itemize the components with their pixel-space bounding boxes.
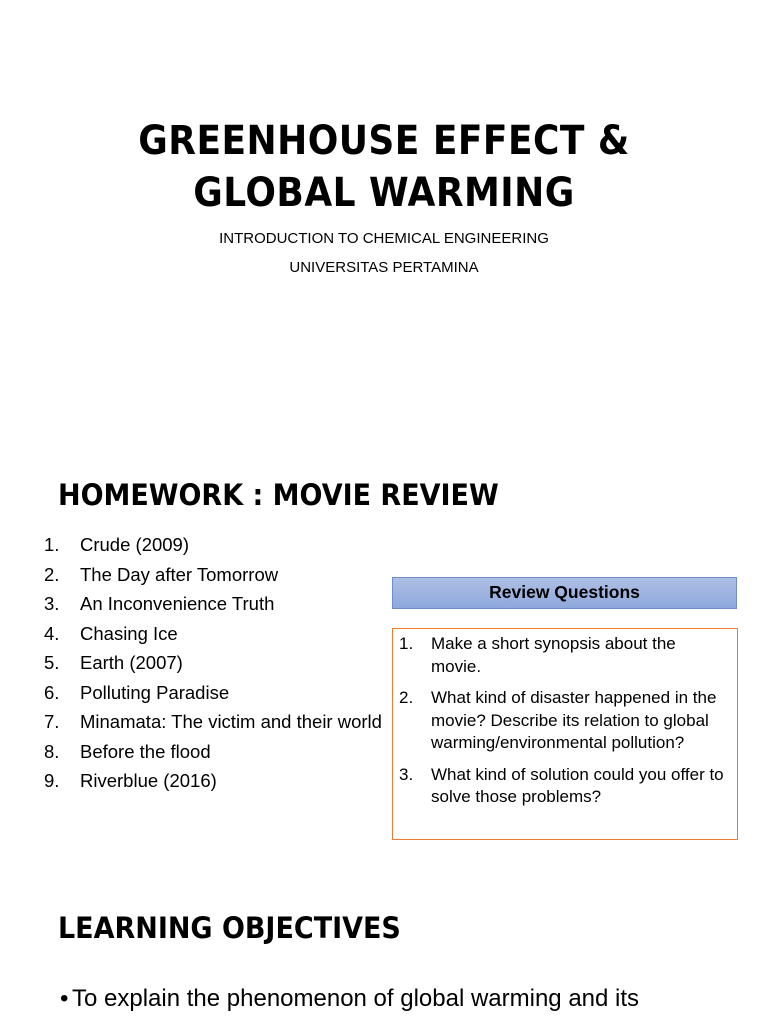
list-number: 9.: [44, 770, 60, 791]
list-number: 4.: [44, 622, 60, 644]
list-number: 5.: [44, 652, 60, 673]
movie-list: [44, 534, 384, 800]
list-item: [44, 741, 384, 763]
list-item: [44, 770, 384, 792]
university-subtitle: UNIVERSITAS PERTAMINA: [289, 259, 479, 276]
list-number: 7.: [44, 711, 60, 732]
question-number: 3.: [399, 764, 414, 784]
movie-title: Chasing Ice: [80, 622, 178, 644]
objective-text: To explain the phenomenon of global warming and its: [72, 985, 640, 1012]
title-line-2: GLOBAL WARMING: [193, 170, 575, 216]
list-number: 1.: [44, 534, 60, 555]
bullet-icon: •: [60, 985, 69, 1012]
list-item: [44, 711, 384, 733]
list-number: 6.: [44, 681, 60, 703]
title-line-1: GREENHOUSE EFFECT &: [138, 118, 630, 164]
list-number: 8.: [44, 740, 60, 762]
homework-heading: HOMEWORK : MOVIE REVIEW: [58, 478, 499, 512]
homework-slide: [0, 450, 768, 880]
list-item: [44, 593, 384, 615]
course-subtitle: INTRODUCTION TO CHEMICAL ENGINEERING: [219, 230, 549, 247]
review-questions-header: Review Questions: [392, 577, 737, 609]
list-number: 2.: [44, 563, 60, 585]
question-item: [399, 633, 729, 678]
movie-title: Crude (2009): [80, 534, 190, 555]
list-item: [44, 623, 384, 645]
title-slide: [0, 0, 768, 450]
learning-objectives-slide: [0, 880, 768, 1024]
question-number: 2.: [399, 688, 414, 707]
movie-title: Minamata: The victim and their world: [80, 711, 382, 732]
question-item: [399, 764, 729, 809]
movie-title: An Inconvenience Truth: [80, 593, 275, 614]
question-text: What kind of disaster happened in the movie? Describe its relation to global warming/environmental pollution?: [431, 688, 717, 752]
list-item: [44, 682, 384, 704]
objective-bullet: [60, 984, 768, 1014]
question-number: 1.: [399, 634, 414, 653]
movie-title: Riverblue (2016): [80, 770, 217, 791]
movie-title: Before the flood: [80, 740, 211, 762]
movie-title: Polluting Paradise: [80, 681, 230, 703]
list-number: 3.: [44, 593, 60, 614]
movie-title: The Day after Tomorrow: [80, 563, 279, 585]
review-questions-box: [392, 628, 738, 840]
list-item: [44, 534, 384, 556]
list-item: [44, 564, 384, 586]
movie-title: Earth (2007): [80, 652, 183, 673]
learning-objectives-heading: LEARNING OBJECTIVES: [58, 911, 401, 945]
slide-title: [38, 115, 729, 219]
question-text: Make a short synopsis about the movie.: [431, 634, 676, 676]
question-text: What kind of solution could you offer to solve those problems?: [431, 764, 724, 806]
list-item: [44, 652, 384, 674]
question-item: [399, 687, 729, 755]
